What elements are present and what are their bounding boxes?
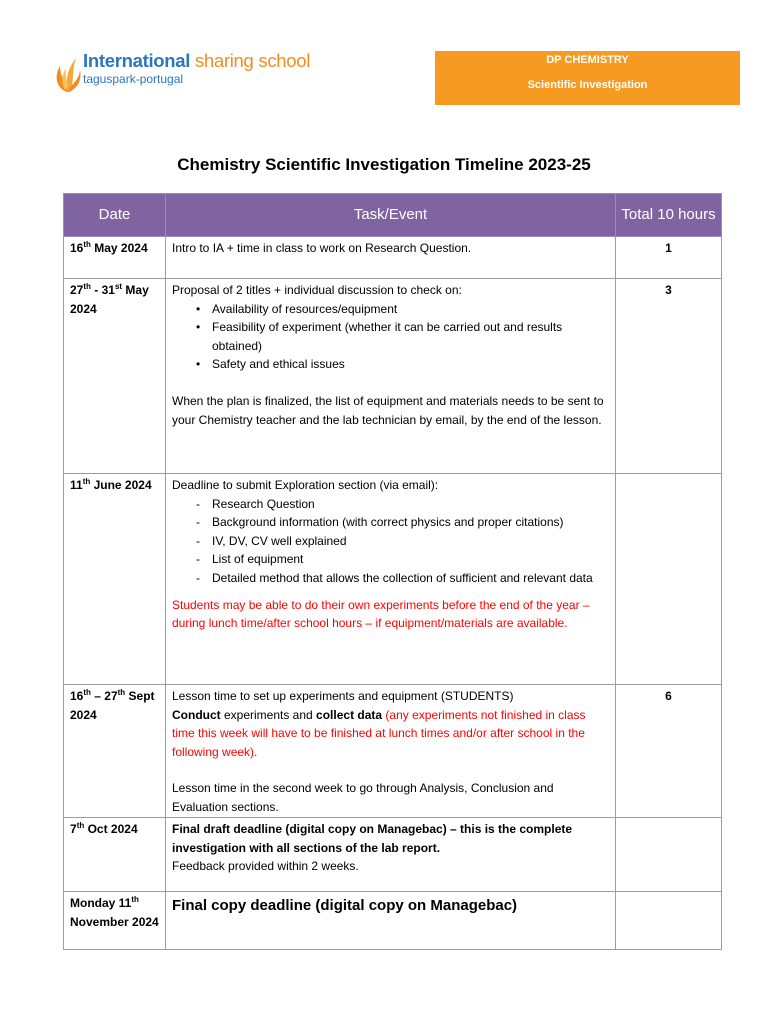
list-item: - Research Question	[172, 495, 609, 514]
section-name: Scientific Investigation	[527, 79, 648, 91]
date-day: 27	[70, 283, 84, 297]
date-mid: – 27	[90, 689, 118, 703]
school-logo	[52, 48, 322, 98]
list-item: • Availability of resources/equipment	[172, 300, 609, 319]
task-line: Feedback provided within 2 weeks.	[172, 859, 359, 874]
row-hours: 1	[616, 237, 722, 279]
table-row	[64, 685, 722, 818]
date-suffix: th	[82, 477, 91, 486]
header-task: Task/Event	[166, 194, 616, 237]
plain-text: experiments and	[220, 707, 317, 722]
list-item: • Safety and ethical issues	[172, 355, 609, 374]
task-conduct	[172, 706, 609, 762]
row-hours	[616, 892, 722, 950]
row-date	[64, 474, 166, 685]
task-note: When the plan is finalized, the list of equipment and materials needs to be sent to your Chemistry teacher and the lab technician by email, by the end of the lesson.	[172, 393, 604, 427]
row-date	[64, 685, 166, 818]
course-name: DP CHEMISTRY	[546, 54, 629, 66]
row-date	[64, 818, 166, 892]
table-row	[64, 818, 722, 892]
date-day: 16	[70, 241, 84, 255]
row-hours: 6	[616, 685, 722, 818]
date-rest: June 2024	[90, 478, 152, 492]
row-task	[166, 474, 616, 685]
warning-text: (any experiments not finished in class time this week will have to be finished at lunch times and/or after school in the following week).	[172, 707, 586, 759]
date-rest: Sept 2024	[70, 689, 155, 722]
date-day: 11	[70, 478, 83, 492]
list-item: - Background information (with correct physics and proper citations)	[172, 513, 609, 532]
list-item: - List of equipment	[172, 550, 609, 569]
course-tag	[435, 51, 740, 105]
row-task	[166, 685, 616, 818]
table-row	[64, 474, 722, 685]
bold-text: Conduct	[172, 707, 221, 722]
list-item: - IV, DV, CV well explained	[172, 532, 609, 551]
date-rest: May 2024	[70, 283, 149, 316]
date-day: 7	[70, 822, 77, 836]
logo-subtitle: taguspark-portugal	[83, 72, 184, 86]
row-task	[166, 818, 616, 892]
date-rest: November 2024	[70, 914, 159, 929]
row-date	[64, 237, 166, 279]
list-item: - Detailed method that allows the collection of sufficient and relevant data	[172, 569, 609, 588]
date-suffix: th	[83, 282, 91, 291]
flame-logo-icon	[52, 50, 82, 94]
task-note: Lesson time in the second week to go through Analysis, Conclusion and Evaluation sections.	[172, 781, 554, 814]
table-row	[64, 279, 722, 474]
bold-text: collect data	[316, 707, 383, 722]
header-hours: Total 10 hours	[616, 194, 722, 237]
row-task: Intro to IA + time in class to work on Research Question.	[166, 237, 616, 279]
table-row	[64, 237, 722, 279]
header-date: Date	[64, 194, 166, 237]
row-date	[64, 279, 166, 474]
date-suffix: th	[83, 688, 91, 697]
date-mid: - 31	[90, 283, 115, 297]
table-header-row	[64, 194, 722, 237]
date-suffix: th	[76, 821, 85, 830]
timeline-table	[63, 193, 722, 950]
logo-text-sharing-school: sharing school	[190, 50, 311, 71]
table-row	[64, 892, 722, 950]
dash-list	[172, 495, 609, 588]
bullet-list	[172, 300, 609, 374]
task-intro: Proposal of 2 titles + individual discussion to check on:	[172, 283, 462, 297]
list-item: • Feasibility of experiment (whether it can be carried out and results obtained)	[172, 318, 609, 355]
date-rest: Oct 2024	[84, 822, 138, 836]
date-suffix: th	[131, 895, 139, 904]
task-bold: Final draft deadline (digital copy on Managebac) – this is the complete investigation with all sections of the lab report.	[172, 822, 573, 855]
row-hours	[616, 818, 722, 892]
task-intro: Deadline to submit Exploration section (via email):	[172, 478, 439, 492]
row-hours	[616, 474, 722, 685]
row-task	[166, 279, 616, 474]
logo-wordmark	[83, 50, 310, 72]
date-rest: May 2024	[90, 241, 148, 255]
date-suffix: th	[117, 688, 126, 697]
date-suffix: st	[114, 282, 123, 291]
logo-text-international: International	[83, 50, 191, 71]
warning-text: Students may be able to do their own experiments before the end of the year – during lunch time/after school hours – if equipment/materials are available.	[172, 597, 590, 631]
row-date	[64, 892, 166, 950]
task-line: Lesson time to set up experiments and equipment (STUDENTS)	[172, 689, 514, 703]
row-task	[166, 892, 616, 950]
page-title: Chemistry Scientific Investigation Timeline 2023-25	[177, 155, 591, 174]
row-hours: 3	[616, 279, 722, 474]
date-day: Monday 11	[70, 896, 132, 910]
date-day: 16	[70, 689, 84, 703]
task-final: Final copy deadline (digital copy on Managebac)	[172, 897, 518, 914]
date-suffix: th	[83, 240, 91, 249]
